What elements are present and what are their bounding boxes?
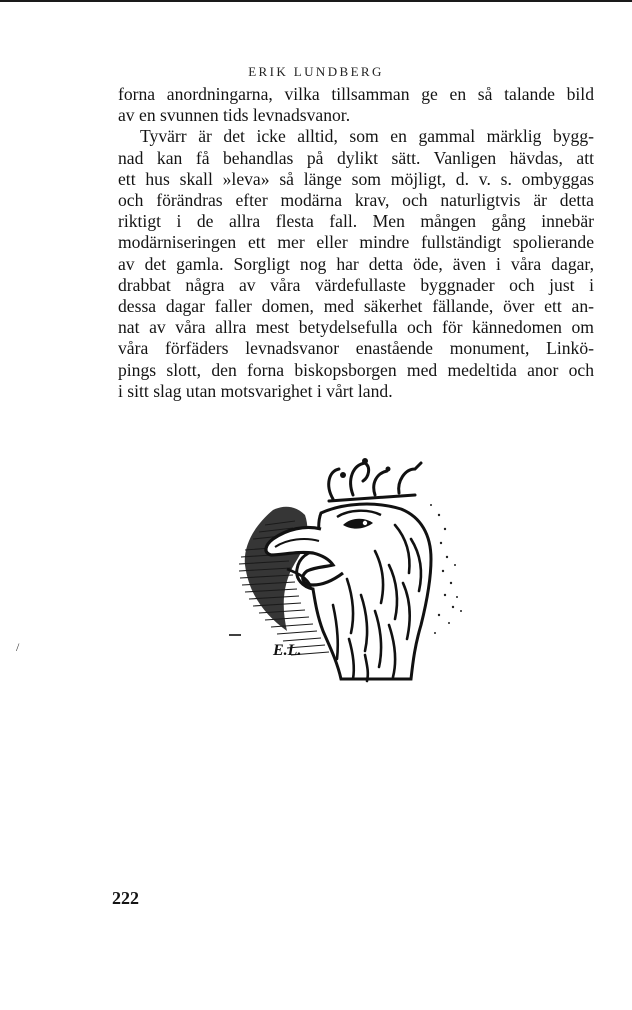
griffin-emblem (225, 455, 485, 685)
text-line-12: nat av våra allra mest betydelsefulla och för kännedomen om (118, 317, 594, 338)
emblem-stipple (430, 504, 462, 634)
text-line-11: dessa dagar faller domen, med säkerhet fällande, över ett an- (118, 296, 594, 317)
text-line-7: riktigt i de allra flesta fall. Men mången gång innebär (118, 211, 594, 232)
crown-icon (329, 463, 421, 501)
margin-speck: / (16, 640, 20, 654)
page-number: 222 (112, 888, 139, 908)
text-line-5: ett hus skall »leva» så länge som möjligt, d. v. s. ombyggas (118, 168, 594, 189)
top-edge-rule (0, 0, 632, 2)
running-head: ERIK LUNDBERG (248, 64, 384, 79)
text-line-10: drabbat några av våra värdefullaste byggnader och just i (118, 274, 594, 295)
text-line-4: nad kan få behandlas på dylikt sätt. Vanligen hävdas, att (118, 147, 594, 168)
text-line-13: våra förfäders levnadsvanor enastående monument, Linkö- (118, 338, 594, 359)
text-line-3: Tyvärr är det icke alltid, som en gammal märklig bygg- (140, 126, 594, 147)
text-line-2: av en svunnen tids levnadsvanor. (118, 105, 351, 126)
artist-signature: E.L. (273, 642, 302, 659)
text-line-8: modärniseringen ett mer eller mindre fullständigt spolierande (118, 232, 594, 253)
text-line-9: av det gamla. Sorgligt nog har detta öde, även i våra dagar, (118, 253, 594, 274)
body-text (118, 84, 594, 402)
text-line-14: pings slott, den forna biskopsborgen med medeltida anor och (118, 359, 594, 380)
text-line-6: och förändras efter modärna krav, och naturligtvis är detta (118, 190, 594, 211)
text-line-1: forna anordningarna, vilka tillsamman ge en så talande bild (118, 84, 594, 104)
text-line-15: i sitt slag utan motsvarighet i vårt land. (118, 380, 393, 401)
